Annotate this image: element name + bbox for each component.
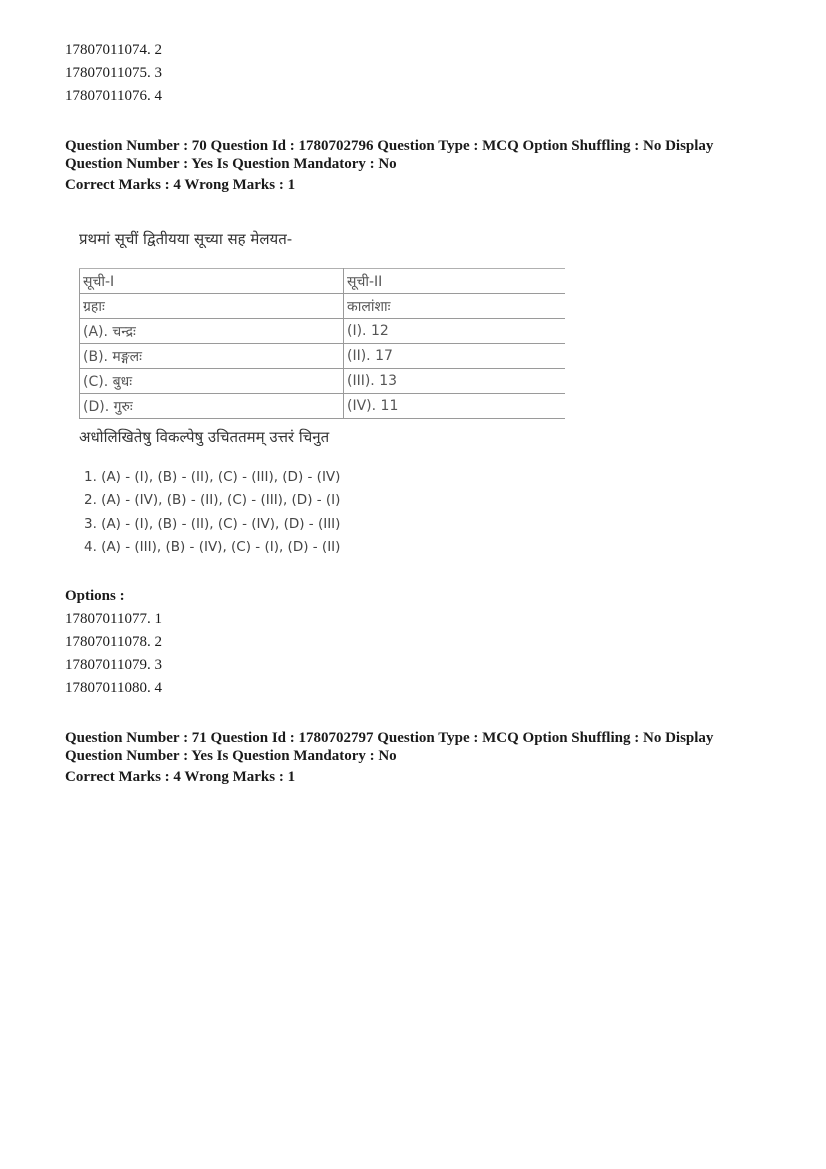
q70-header-line2: Question Number : Yes Is Question Mandatory : No [65,156,397,172]
choice-item: 2. (A) - (IV), (B) - (II), (C) - (III), (D) - (I) [84,492,341,509]
table-cell: (C). बुधः [80,369,344,394]
choice-item: 1. (A) - (I), (B) - (II), (C) - (III), (D) - (IV) [84,469,341,485]
table-cell: (B). मङ्गलः [80,344,344,369]
table-cell: (III). 13 [344,369,566,394]
table-cell: (I). 12 [344,319,566,344]
option-3: 17807011079. 3 [65,657,162,673]
table-cell: ग्रहाः [80,294,344,319]
q70-intro: प्रथमां सूचीं द्वितीयया सूच्या सह मेलयत- [79,230,293,248]
table-row [80,269,566,294]
prev-option-2: 17807011075. 3 [65,65,162,81]
table-cell: सूची-II [344,269,566,294]
table-cell: सूची-I [80,269,344,294]
table-cell: (D). गुरुः [80,394,344,419]
table-cell: (IV). 11 [344,394,566,419]
table-row [80,344,566,369]
choice-item: 3. (A) - (I), (B) - (II), (C) - (IV), (D) - (III) [84,515,341,532]
q70-instruction: अधोलिखितेषु विकल्पेषु उचिततमम् उत्तरं चिनुत [79,428,330,446]
table-row [80,394,566,419]
q71-header-line2: Question Number : Yes Is Question Mandatory : No [65,748,397,764]
prev-option-1: 17807011074. 2 [65,42,162,58]
option-4: 17807011080. 4 [65,680,162,696]
match-table [79,268,565,419]
table-row [80,294,566,319]
table-cell: (A). चन्द्रः [80,319,344,344]
options-label: Options : [65,588,125,604]
table-cell: (II). 17 [344,344,566,369]
table-row [80,319,566,344]
prev-option-3: 17807011076. 4 [65,88,162,104]
option-2: 17807011078. 2 [65,634,162,650]
q70-header-line1: Question Number : 70 Question Id : 1780702796 Question Type : MCQ Option Shuffling : No Display [65,138,714,154]
table-cell: कालांशाः [344,294,566,319]
choice-item: 4. (A) - (III), (B) - (IV), (C) - (I), (D) - (II) [84,538,341,555]
q70-choice-list [84,466,340,559]
table-row [80,369,566,394]
option-1: 17807011077. 1 [65,611,162,627]
q70-marks: Correct Marks : 4 Wrong Marks : 1 [65,177,296,193]
q71-header-line1: Question Number : 71 Question Id : 1780702797 Question Type : MCQ Option Shuffling : No Display [65,730,714,746]
q71-marks: Correct Marks : 4 Wrong Marks : 1 [65,769,296,785]
